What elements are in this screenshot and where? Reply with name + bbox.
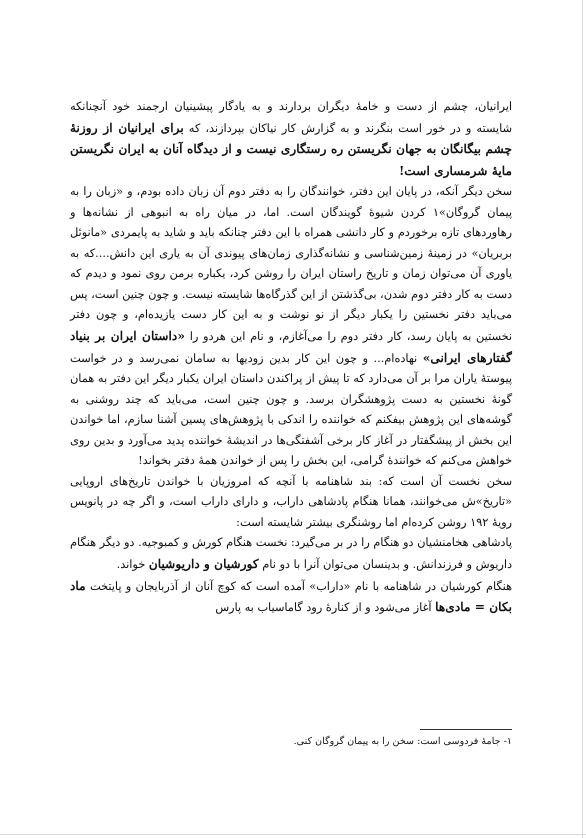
- body-text: [70, 97, 512, 619]
- paragraph: [70, 97, 512, 182]
- bold-text-run: کورشیان و داریوشیان: [148, 557, 259, 572]
- text-run: خواند.: [116, 558, 149, 572]
- text-run: سخن نخست آن است که: بند شاهنامه با آنچه که امروزیان با خواندن تاریخ‌های اروپایی «تاریخ»ش می‌خوانند، همانا هنگام پادشاهی داراب، و دارای داراب است، و اگر چه در پانویس رویهٔ ۱۹۲ روشن کرده‌ام اما روشنگری بیشتر شایسته است:: [70, 474, 512, 529]
- bold-text-run: برای ایرانیان از روزنهٔ چشم بیگانگان به جهان نگریستن ره رستگاری نیست و از دیدگاه آنان به ایران نگریستن مایهٔ شرمساری است!: [70, 120, 512, 178]
- page-edge-bottom: [0, 834, 586, 835]
- text-run: هنگام کورشیان در شاهنامه با نام «داراب» آمده است که کوچ آنان از آذربایجان و پایتخت: [85, 579, 512, 593]
- text-run: نهاده‌ام... و چون این کار بدین زودیها به سامان نمی‌رسد و در خواست پیوستهٔ یاران مرا بر آن می‌دارد که تا پیش از پراکندن داستان ایران یکبار دیگر این دفتر به همان گونهٔ نخستین به دست پژوهشگران برسد. و چون چنین است، می‌باید که چند روشنی به گوشه‌های این پژوهش بیفکنم که خواننده را اندکی با پژوهش‌های پسین آشنا سازم، اما خواندن این بخش از پیشگفتار در آغاز کار برخی آشفتگی‌ها در اندیشهٔ خواننده پدید می‌آورد و بدین روی خواهش می‌کنم که خوانندهٔ گرامی، این بخش را پس از خواندن همهٔ دفتر بخواند!: [70, 351, 512, 468]
- footnote-separator: [420, 729, 512, 730]
- text-run: ایرانیان، چشم از دست و خامهٔ دیگران بردارند و به یادگار پیشینیان ارجمند خود آنچنانکه شایسته و در خور است بنگرند و به گزارش کار نیاکان بپردازند، که: [70, 100, 512, 135]
- text-run: سخن دیگر آنکه، در پایان این دفتر، خوانندگان را به دفتر دوم آن زبان داده بودم، و «زبان را به پیمان گروگان»: [70, 185, 512, 219]
- footnote: ۱- جامهٔ فردوسی است: سخن را به پیمان گروگان کنی.: [293, 736, 512, 747]
- text-run: پادشاهی هخامنشیان دو هنگام را در بر می‌گیرد: نخست هنگام کورش و کمبوجیه. دو دیگر هنگام داریوش و فرزندانش. و بدینسان می‌توان آنرا با دو نام: [70, 536, 512, 572]
- paragraph: [70, 576, 512, 619]
- text-run: ۱: [432, 205, 439, 219]
- text-run: کردن شیوهٔ گویندگان است. اما، در میان راه به انبوهی از نشانه‌ها و رهاوردهای تازه برخوردم و کار دانشی همراه با این دفتر چنانکه باید و شاید به پایمردی «مانوئل بربریان» در زمینهٔ زمین‌شناسی و نشانه‌گذاری زمان‌های پیوندی آن به یاری این دانش....که به یاوری آن می‌توان زمان و تاریخ راستان ایران را روشن کرد، یکباره برمن روی نمود و دیدم که دست به کار دفتر دوم شدن، بی‌گذشتن از این گذرگاه‌ها شایسته نیست. و چون چنین است، پس می‌باید دفتر نخستین را یکبار دیگر از نو نوشت و به این کار دست یازیده‌ام، و چون دفتر نخستین به پایان رسد، کار دفتر دوم را می‌آغازم، و نام این هردو را: [70, 205, 512, 344]
- paragraph: [70, 182, 512, 472]
- bold-text-run: ماد بکان = مادی‌ها: [70, 578, 512, 615]
- page-edge-right: [582, 0, 583, 838]
- bold-text-run: «داستان ایران بر بنیاد گفتارهای ایرانی»: [70, 329, 512, 365]
- paragraph: [70, 533, 512, 575]
- text-run: آغاز می‌شود و از کنارهٔ رود گاماسیاب به پارس: [215, 601, 436, 615]
- paragraph: [70, 472, 512, 534]
